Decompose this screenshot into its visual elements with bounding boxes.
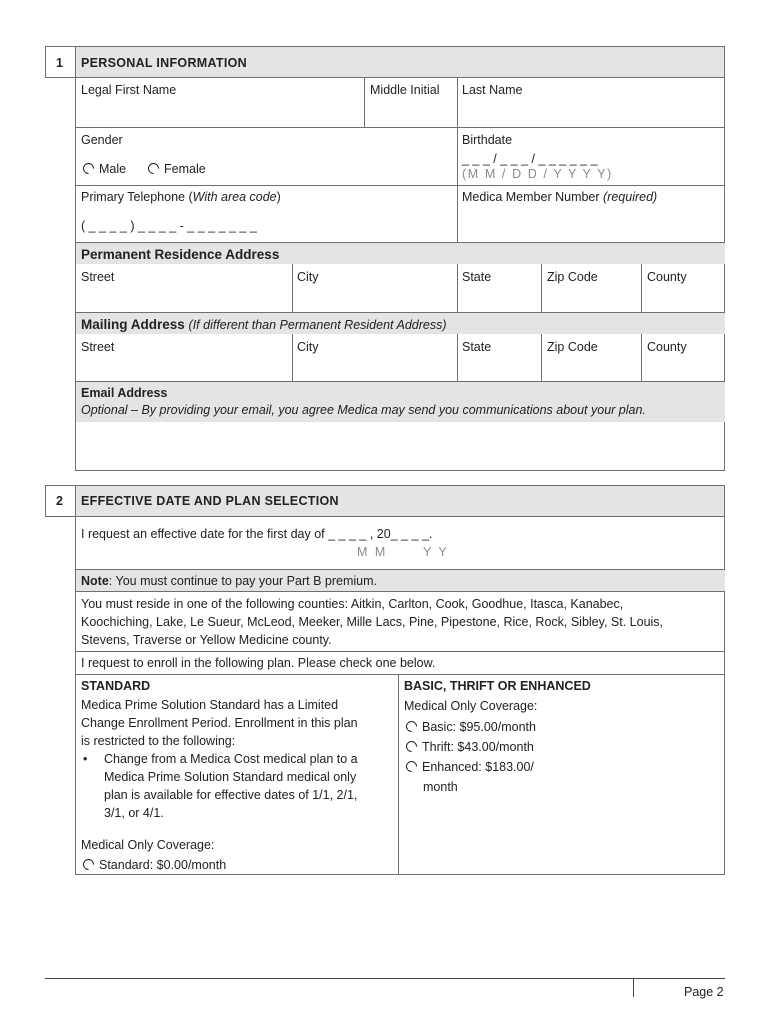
email-field[interactable]	[76, 423, 725, 470]
footer-rule	[45, 978, 725, 979]
standard-desc-2: Change Enrollment Period. Enrollment in this plan	[81, 716, 358, 730]
perm-street-field[interactable]	[76, 287, 291, 311]
mail-county-field[interactable]	[642, 357, 724, 380]
page-number: Page 2	[684, 985, 724, 999]
enroll-instruction: I request to enroll in the following plan. Please check one below.	[81, 656, 436, 670]
note-text: Note: You must continue to pay your Part B premium.	[81, 574, 377, 588]
perm-state-field[interactable]	[458, 287, 540, 311]
standard-desc-3: is restricted to the following:	[81, 734, 236, 748]
year-hint: Y Y	[423, 545, 449, 559]
last-name-label: Last Name	[462, 83, 523, 97]
footer-divider	[633, 978, 634, 997]
gender-label: Gender	[81, 133, 123, 147]
member-number-label: Medica Member Number (required)	[462, 190, 658, 204]
reside-line-3: Stevens, Traverse or Yellow Medicine county.	[81, 633, 332, 647]
perm-zip-field[interactable]	[542, 287, 640, 311]
standard-desc-1: Medica Prime Solution Standard has a Limited	[81, 698, 339, 712]
thrift-radio-icon	[404, 739, 420, 755]
perm-street-label: Street	[81, 270, 115, 284]
female-radio-icon	[146, 161, 162, 177]
perm-county-field[interactable]	[642, 287, 724, 311]
basic-option[interactable]: Basic: $95.00/month	[406, 720, 536, 735]
reside-line-1: You must reside in one of the following counties: Aitkin, Carlton, Cook, Goodhue, Itasca, Kanabec,	[81, 597, 624, 611]
enhanced-radio-icon	[404, 759, 420, 775]
mail-zip-label: Zip Code	[547, 340, 598, 354]
mail-city-field[interactable]	[293, 357, 456, 380]
mail-state-field[interactable]	[458, 357, 540, 380]
member-number-field[interactable]	[458, 208, 724, 241]
standard-title: STANDARD	[81, 679, 151, 693]
phone-label: Primary Telephone (With area code)	[81, 190, 281, 204]
standard-coverage-label: Medical Only Coverage:	[81, 838, 215, 852]
perm-city-field[interactable]	[293, 287, 456, 311]
perm-city-label: City	[297, 270, 319, 284]
perm-zip-label: Zip Code	[547, 270, 598, 284]
female-label: Female	[164, 162, 206, 176]
birthdate-label: Birthdate	[462, 133, 513, 147]
bullet-icon: •	[83, 752, 88, 766]
female-radio[interactable]	[148, 162, 206, 177]
enhanced-option-cont: month	[423, 780, 458, 794]
last-name-field[interactable]	[458, 99, 724, 127]
reside-line-2: Koochiching, Lake, Le Sueur, McLeod, Meeker, Mille Lacs, Pine, Pipestone, Rice, Rock, Sibley, St. Louis,	[81, 615, 664, 629]
perm-county-label: County	[647, 270, 687, 284]
mail-county-label: County	[647, 340, 687, 354]
section-1-title: PERSONAL INFORMATION	[81, 56, 247, 70]
mail-state-label: State	[462, 340, 492, 354]
mail-street-field[interactable]	[76, 357, 291, 380]
enhanced-option[interactable]: Enhanced: $183.00/	[406, 760, 534, 775]
month-hint: M M	[357, 545, 388, 559]
mail-city-label: City	[297, 340, 319, 354]
standard-option[interactable]: Standard: $0.00/month	[83, 858, 226, 873]
basic-coverage-label: Medical Only Coverage:	[404, 699, 538, 713]
middle-initial-label: Middle Initial	[370, 83, 440, 97]
section-2-title: EFFECTIVE DATE AND PLAN SELECTION	[81, 494, 339, 508]
mailing-address-heading: Mailing Address (If different than Permanent Resident Address)	[81, 317, 447, 332]
phone-field[interactable]: ( _ _ _ _ ) _ _ _ _ - _ _ _ _ _ _ _	[81, 219, 257, 233]
section-1-number: 1	[56, 56, 63, 70]
basic-radio-icon	[404, 719, 420, 735]
effective-date-request: I request an effective date for the first day of _ _ _ _ , 20_ _ _ _.	[81, 527, 433, 541]
section-2-number: 2	[56, 494, 63, 508]
birthdate-hint: (M M / D D / Y Y Y Y)	[462, 167, 613, 181]
birthdate-field[interactable]: _ _ _ / _ _ _ / _ _ _ _ _ _	[462, 152, 598, 166]
first-name-field[interactable]	[76, 99, 363, 127]
male-label: Male	[99, 162, 127, 176]
mail-zip-field[interactable]	[542, 357, 640, 380]
thrift-option[interactable]: Thrift: $43.00/month	[406, 740, 534, 755]
permanent-address-heading: Permanent Residence Address	[81, 247, 280, 262]
effective-date-field[interactable]	[354, 524, 464, 544]
mail-street-label: Street	[81, 340, 115, 354]
male-radio[interactable]	[83, 162, 126, 177]
male-radio-icon	[81, 161, 97, 177]
email-note: Optional – By providing your email, you agree Medica may send you communications about your plan.	[81, 403, 646, 417]
bullet-line-2: Medica Prime Solution Standard medical only	[104, 770, 357, 784]
legal-first-name-label: Legal First Name	[81, 83, 177, 97]
email-heading: Email Address	[81, 386, 168, 400]
perm-state-label: State	[462, 270, 492, 284]
bullet-line-3: plan is available for effective dates of 1/1, 2/1,	[104, 788, 358, 802]
bullet-line-1: Change from a Medica Cost medical plan to a	[104, 752, 358, 766]
standard-radio-icon	[81, 857, 97, 873]
middle-initial-field[interactable]	[365, 99, 456, 127]
basic-title: BASIC, THRIFT OR ENHANCED	[404, 679, 591, 693]
bullet-line-4: 3/1, or 4/1.	[104, 806, 164, 820]
